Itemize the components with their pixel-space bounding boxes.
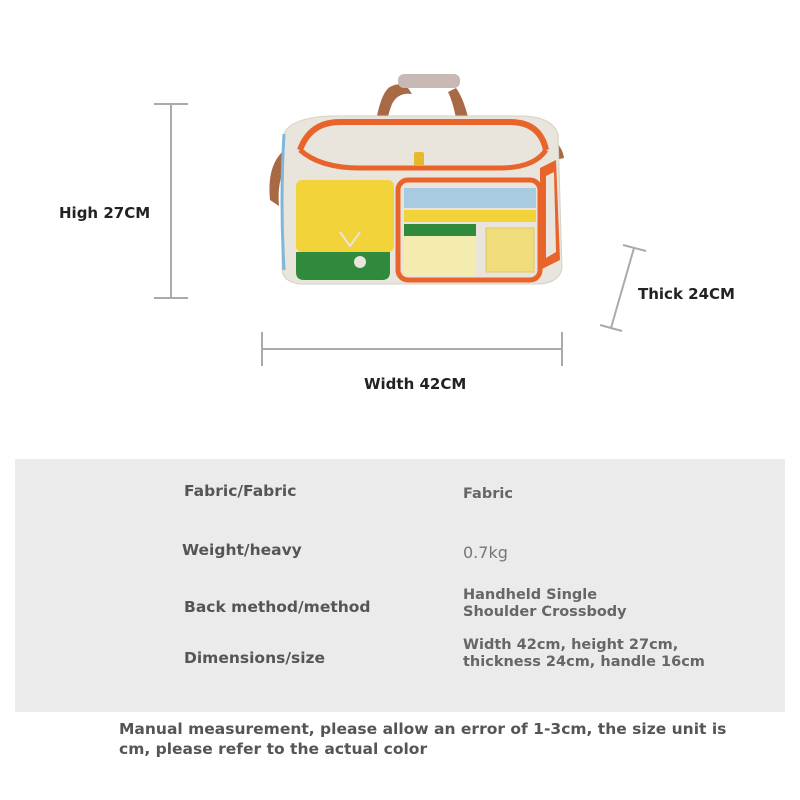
thick-label: Thick 24CM: [638, 285, 735, 303]
width-measure-line: [262, 332, 562, 366]
spec-panel: [15, 459, 785, 712]
measurement-note: Manual measurement, please allow an error of 1-3cm, the size unit is cm, please refer to the actual color: [119, 720, 727, 758]
width-label: Width 42CM: [364, 375, 467, 393]
height-measure-line: [154, 104, 188, 298]
spec-key-dimensions: Dimensions/size: [184, 649, 326, 667]
spec-value-dimensions: Width 42cm, height 27cm, thickness 24cm, handle 16cm: [463, 637, 705, 670]
spec-value-back-method: Handheld Single Shoulder Crossbody: [463, 587, 627, 620]
spec-value-weight: 0.7kg: [463, 543, 508, 562]
duffel-bag-illustration: [269, 74, 564, 284]
spec-key-weight: Weight/heavy: [182, 541, 302, 559]
spec-value-fabric: Fabric: [463, 486, 513, 502]
spec-key-back-method: Back method/method: [184, 598, 371, 616]
height-label: High 27CM: [59, 204, 151, 222]
spec-key-fabric: Fabric/Fabric: [184, 482, 297, 500]
